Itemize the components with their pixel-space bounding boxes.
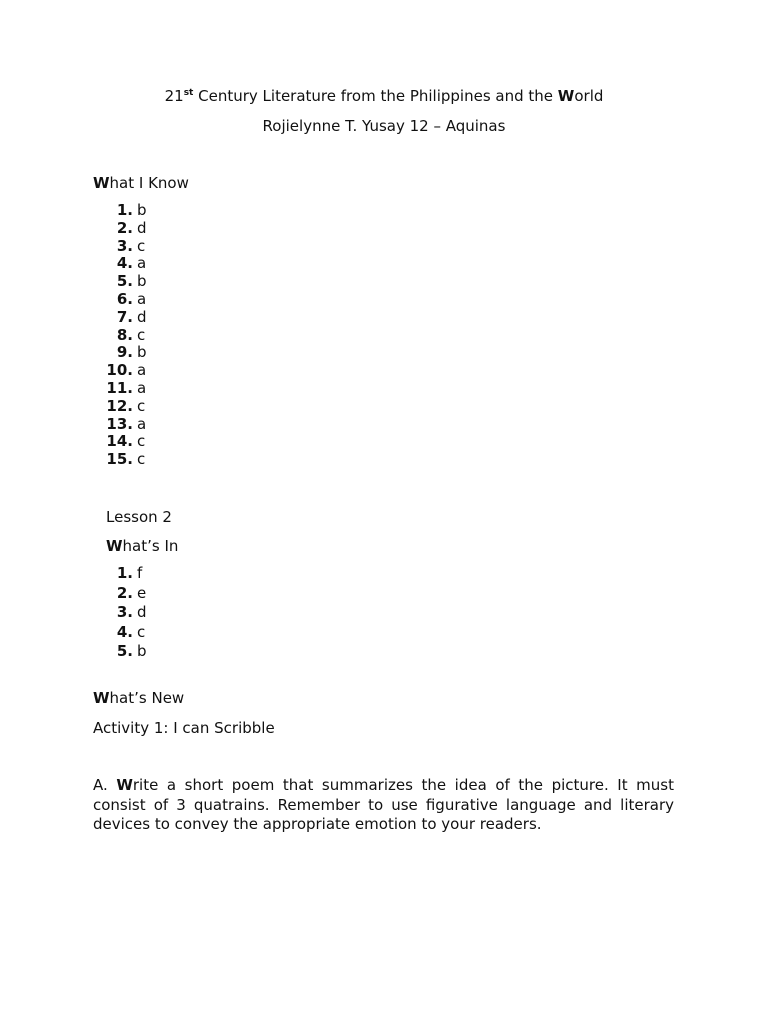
list-item <box>100 584 147 604</box>
list-item <box>100 623 147 643</box>
item-answer: c <box>137 622 146 641</box>
whats-in-heading <box>106 536 178 556</box>
item-answer: a <box>137 414 147 433</box>
item-number: 2. <box>116 218 133 237</box>
list-item <box>100 202 147 220</box>
item-number: 13. <box>106 414 133 433</box>
item-answer: b <box>137 343 147 362</box>
whats-in-answer-list <box>100 564 147 662</box>
heading-initial: W <box>106 537 123 555</box>
list-item <box>100 416 147 434</box>
item-number: 14. <box>106 432 133 451</box>
lesson-label: Lesson 2 <box>106 508 172 526</box>
list-item <box>100 220 147 238</box>
list-item <box>100 398 147 416</box>
item-number: 12. <box>106 396 133 415</box>
item-answer: b <box>137 201 147 219</box>
list-item <box>100 564 147 584</box>
item-answer: c <box>137 450 146 469</box>
item-answer: c <box>137 432 146 451</box>
item-number: 10. <box>106 361 133 380</box>
list-item <box>100 380 147 398</box>
list-item <box>100 291 147 309</box>
title-superscript: st <box>183 88 194 98</box>
list-item <box>100 255 147 273</box>
title-text-1: Century Literature from the Philippines and the <box>193 87 558 105</box>
list-item <box>100 603 147 623</box>
title-text-2: orld <box>574 87 604 105</box>
item-answer: a <box>137 378 147 397</box>
item-answer: a <box>137 289 147 308</box>
item-answer: a <box>137 254 147 273</box>
item-answer: f <box>137 564 143 582</box>
item-answer: d <box>137 307 147 326</box>
item-answer: e <box>137 583 147 602</box>
list-item <box>100 327 147 345</box>
item-number: 11. <box>106 378 133 397</box>
item-number: 8. <box>116 325 133 344</box>
item-answer: b <box>137 642 147 661</box>
title-w: W <box>557 87 575 105</box>
item-number: 6. <box>116 289 133 308</box>
activity-instructions <box>93 776 674 835</box>
list-item <box>100 273 147 291</box>
title-prefix: 21 <box>164 87 184 105</box>
list-item <box>100 642 147 662</box>
item-number: 4. <box>116 622 133 641</box>
author-line: Rojielynne T. Yusay 12 – Aquinas <box>262 117 506 135</box>
activity-title: Activity 1: I can Scribble <box>93 719 275 737</box>
heading-rest: hat’s New <box>109 689 185 707</box>
item-answer: d <box>137 603 147 622</box>
item-answer: d <box>137 218 147 237</box>
what-i-know-heading <box>93 173 189 193</box>
instruction-prefix: A. <box>93 776 117 794</box>
what-i-know-answer-list <box>100 202 147 469</box>
instruction-initial: W <box>116 776 133 794</box>
item-number: 9. <box>116 343 133 362</box>
item-number: 5. <box>116 642 133 661</box>
item-number: 5. <box>116 272 133 291</box>
item-answer: c <box>137 325 146 344</box>
list-item <box>100 433 147 451</box>
item-number: 3. <box>116 236 133 255</box>
item-answer: c <box>137 236 146 255</box>
item-number: 1. <box>116 201 133 219</box>
heading-initial: W <box>93 689 110 707</box>
document-title <box>0 86 768 106</box>
item-answer: c <box>137 396 146 415</box>
list-item <box>100 344 147 362</box>
item-number: 1. <box>116 564 133 582</box>
whats-new-heading <box>93 688 184 708</box>
list-item <box>100 238 147 256</box>
item-answer: b <box>137 272 147 291</box>
item-number: 3. <box>116 603 133 622</box>
heading-initial: W <box>93 174 110 192</box>
heading-rest: hat’s In <box>122 537 179 555</box>
list-item <box>100 451 147 469</box>
instruction-text: rite a short poem that summarizes the idea of the picture. It must consist of 3 quatrains. Remember to use figurative language and literary devices to convey the appropriate emotion to your readers. <box>93 776 674 834</box>
item-number: 15. <box>106 450 133 469</box>
item-answer: a <box>137 361 147 380</box>
heading-rest: hat I Know <box>109 174 189 192</box>
item-number: 7. <box>116 307 133 326</box>
item-number: 2. <box>116 583 133 602</box>
item-number: 4. <box>116 254 133 273</box>
list-item <box>100 309 147 327</box>
list-item <box>100 362 147 380</box>
